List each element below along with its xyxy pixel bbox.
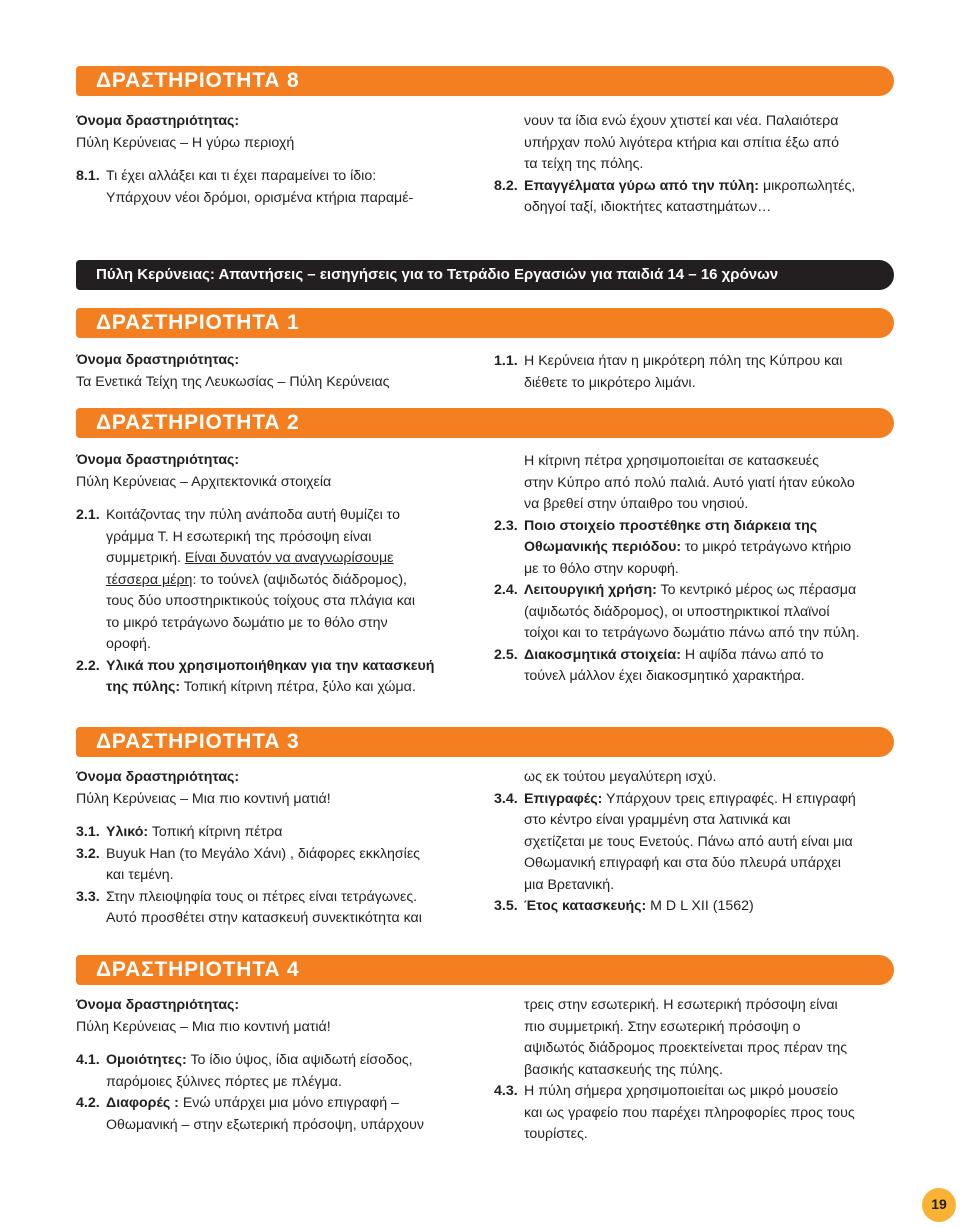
- activity3-title-bar: [76, 727, 894, 757]
- activity8-name-value: Πύλη Κερύνειας – Η γύρω περιοχή: [76, 134, 295, 151]
- activity2-question-4: 2.4. Λειτουργική χρήση: Το κεντρικό μέρος ως πέρασμα (αψιδωτός διάδρομος), οι υποστηρικτικοί πλαϊνοί τοίχοι και το τετράγωνο δωμάτιο πάνω από την πύλη.: [494, 582, 860, 641]
- activity4-title-bar: [76, 955, 894, 985]
- activity8-question-2: 8.2. Επαγγέλματα γύρω από την πύλη: μικροπωλητές, οδηγοί ταξί, ιδιοκτήτες καταστημάτων…: [494, 177, 856, 215]
- activity2-question-1: 2.1. Κοιτάζοντας την πύλη ανάποδα αυτή θυμίζει το γράμμα Τ. Η εσωτερική της πρόσοψη είναι συμμετρική. Είναι δυνατόν να αναγνωρίσουμε τέσσερα μέρη: το τούνελ (αψιδωτός διάδρομος), τους δύο υποστηρικτικούς τοίχους στα πλάγια και το μικρό τετράγωνο δωμάτιο με το θόλο στην οροφή.: [76, 507, 416, 652]
- activity1-left-column: Όνομα δραστηριότητας: Τα Ενετικά Τείχη της Λευκωσίας – Πύλη Κερύνειας: [76, 352, 390, 390]
- activity4-right-column: τρεις στην εσωτερική. Η εσωτερική πρόσοψη είναι πιο συμμετρική. Στην εσωτερική πρόσοψη ο αψιδωτός διάδρομος προεκτείνεται προς πέραν της βασικής κατασκευής της πύλης. 4.3. Η πύλη σήμερα χρησιμοποιείται ως μικρό μουσείο και ως γραφείο που παρέχει πληροφορίες προς τους τουρίστες.: [494, 995, 904, 1146]
- activity8-question-1: 8.1. Τι έχει αλλάξει και τι έχει παραμείνει το ίδιο: Υπάρχουν νέοι δρόμοι, ορισμένα κτήρια παραμέ-: [76, 168, 414, 206]
- activity3-question-2: 3.2. Buyuk Han (το Μεγάλο Χάνι) , διάφορες εκκλησίες και τεμένη.: [76, 845, 420, 883]
- activity8-title: ΔΡΑΣΤΗΡΙΟΤΗΤΑ 8: [96, 69, 300, 93]
- activity4-question-2: 4.2. Διαφορές : Ενώ υπάρχει μια μόνο επιγραφή – Οθωμανική – στην εξωτερική πρόσοψη, υπάρχουν: [76, 1095, 425, 1133]
- answers-banner: [76, 260, 894, 290]
- activity2-title-bar: [76, 408, 894, 438]
- activity1-right-column: [494, 351, 894, 394]
- answers-banner-text: Πύλη Κερύνειας: Απαντήσεις – εισηγήσεις για το Τετράδιο Εργασιών για παιδιά 14 – 16 χρόνων: [96, 266, 779, 284]
- activity3-question-4: 3.4. Επιγραφές: Υπάρχουν τρεις επιγραφές. Η επιγραφή στο κέντρο είναι γραμμένη στα λατινικά και σχετίζεται με τους Ενετούς. Πάνω από αυτή είναι μια Οθωμανική επιγραφή και στα δύο πλευρά υπάρχει μια Βρετανική.: [494, 790, 856, 893]
- activity2-question-2: 2.2. Υλικά που χρησιμοποιήθηκαν για την κατασκευή της πύλης: Τοπική κίτρινη πέτρα, ξύλο και χώμα.: [76, 657, 435, 695]
- activity1-title: ΔΡΑΣΤΗΡΙΟΤΗΤΑ 1: [96, 311, 300, 335]
- activity8-left-column: [76, 111, 476, 209]
- activity4-question-3: 4.3. Η πύλη σήμερα χρησιμοποιείται ως μικρό μουσείο και ως γραφείο που παρέχει πληροφορίες προς τους τουρίστες.: [494, 1083, 855, 1142]
- activity4-left-column: Όνομα δραστηριότητας: Πύλη Κερύνειας – Μια πιο κοντινή ματιά! 4.1. Ομοιότητες: Το ίδιο ύψος, ίδια αψιδωτή είσοδος, παρόμοιες ξύλινες πόρτες με πλέγμα. 4.2. Διαφορές : Ενώ υπάρχει μια μόνο επιγραφή – Οθωμανική – στην εξωτερική πρόσοψη, υπάρχουν: [76, 995, 486, 1136]
- activity8-right-column: νουν τα ίδια ενώ έχουν χτιστεί και νέα. Παλαιότερα υπήρχαν πολύ λιγότερα κτήρια και σπίτια έξω από τα τείχη της πόλης. 8.2. Επαγγέλματα γύρω από την πύλη: μικροπωλητές, οδηγοί ταξί, ιδιοκτήτες καταστημάτων…: [494, 111, 894, 219]
- activity2-left-column: Όνομα δραστηριότητας: Πύλη Κερύνειας – Αρχιτεκτονικά στοιχεία 2.1. Κοιτάζοντας την πύλη ανάποδα αυτή θυμίζει το γράμμα Τ. Η εσωτερική της πρόσοψη είναι συμμετρική. Είναι δυνατόν να αναγνωρίσουμε τέσσερα μέρη: το τούνελ (αψιδωτός διάδρομος), τους δύο υποστηρικτικούς τοίχους στα πλάγια και το μικρό τετράγωνο δωμάτιο με το θόλο στην οροφή. 2.2. Υλικά που χρησιμοποιήθηκαν για την κατασκευή της πύλης: Τοπική κίτρινη πέτρα, ξύλο και χώμα.: [76, 450, 476, 699]
- activity2-right-column: Η κίτρινη πέτρα χρησιμοποιείται σε κατασκευές στην Κύπρο από πολύ παλιά. Αυτό γιατί ήταν εύκολο να βρεθεί στην ύπαιθρο του νησιού. 2.3. Ποιο στοιχείο προστέθηκε στη διάρκεια της Οθωμανικής περιόδου: το μικρό τετράγωνο κτήριο με το θόλο στην κορυφή. 2.4. Λειτουργική χρήση: Το κεντρικό μέρος ως πέρασμα (αψιδωτός διάδρομος), οι υποστηρικτικοί πλαϊνοί τοίχοι και το τετράγωνο δωμάτιο πάνω από την πύλη. 2.5. Διακοσμητικά στοιχεία: Η αψίδα πάνω από το τούνελ μάλλον έχει διακοσμητικό χαρακτήρα.: [494, 451, 904, 688]
- activity8-name-label: Όνομα δραστηριότητας:: [76, 113, 240, 129]
- activity2-title: ΔΡΑΣΤΗΡΙΟΤΗΤΑ 2: [96, 411, 300, 435]
- activity3-left-column: Όνομα δραστηριότητας: Πύλη Κερύνειας – Μια πιο κοντινή ματιά! 3.1. Υλικό: Τοπική κίτρινη πέτρα 3.2. Buyuk Han (το Μεγάλο Χάνι) , διάφορες εκκλησίες και τεμένη. 3.3. Στην πλειοψηφία τους οι πέτρες είναι τετράγωνες. Αυτό προσθέτει στην κατασκευή συνεκτικότητα και: [76, 767, 486, 930]
- activity2-question-3: 2.3. Ποιο στοιχείο προστέθηκε στη διάρκεια της Οθωμανικής περιόδου: το μικρό τετράγωνο κτήριο με το θόλο στην κορυφή.: [494, 517, 852, 577]
- activity2-question-5: 2.5. Διακοσμητικά στοιχεία: Η αψίδα πάνω από το τούνελ μάλλον έχει διακοσμητικό χαρακτήρα.: [494, 646, 824, 684]
- activity8-q1-number: 8.1.: [76, 168, 100, 184]
- page-number: 19: [931, 1196, 947, 1213]
- activity1-question-1: 1.1. Η Κερύνεια ήταν η μικρότερη πόλη της Κύπρου και διέθετε το μικρότερο λιμάνι.: [494, 353, 843, 391]
- activity4-question-1: 4.1. Ομοιότητες: Το ίδιο ύψος, ίδια αψιδωτή είσοδος, παρόμοιες ξύλινες πόρτες με πλέγμα.: [76, 1052, 413, 1090]
- activity3-question-5: 3.5. Έτος κατασκευής: M D L XII (1562): [494, 898, 754, 914]
- activity8-title-bar: [76, 66, 894, 96]
- activity3-question-3: 3.3. Στην πλειοψηφία τους οι πέτρες είναι τετράγωνες. Αυτό προσθέτει στην κατασκευή συνεκτικότητα και: [76, 888, 422, 926]
- activity3-title: ΔΡΑΣΤΗΡΙΟΤΗΤΑ 3: [96, 730, 300, 754]
- activity3-right-column: ως εκ τούτου μεγαλύτερη ισχύ. 3.4. Επιγραφές: Υπάρχουν τρεις επιγραφές. Η επιγραφή στο κέντρο είναι γραμμένη στα λατινικά και σχετίζεται με τους Ενετούς. Πάνω από αυτή είναι μια Οθωμανική επιγραφή και στα δύο πλευρά υπάρχει μια Βρετανική. 3.5. Έτος κατασκευής: M D L XII (1562): [494, 767, 904, 918]
- activity1-title-bar: [76, 308, 894, 338]
- page-number-badge: [922, 1188, 956, 1222]
- activity3-question-1: 3.1. Υλικό: Τοπική κίτρινη πέτρα: [76, 824, 283, 840]
- activity4-title: ΔΡΑΣΤΗΡΙΟΤΗΤΑ 4: [96, 958, 300, 982]
